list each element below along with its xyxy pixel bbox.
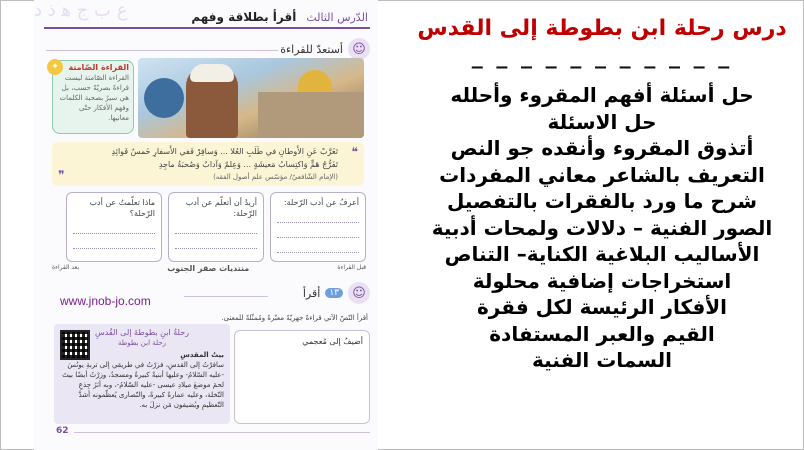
quote-open-icon: ❝ [351,145,358,159]
story-heading: بيتُ المقدسِ [180,351,224,359]
reader-icon: ☺ [348,282,370,304]
website-watermark: www.jnob-jo.com [60,294,151,308]
story-title: رحلةُ ابنِ بطوطةَ إلى القُدسِ [94,328,190,337]
topic-item: السمات الفنية [532,348,672,372]
glossary-title: أضيفُ إلى مُعجمي [302,337,363,346]
reading-instruction: أقرأ النّصّ الآتي قراءةً جهريّةً معبّرةً ومُمثّلةً للمعنى. [221,314,368,322]
topic-item: الأساليب البلاغية الكناية– التناص [444,242,760,266]
kwl-tabs [52,264,366,273]
page-number: 62 [56,426,69,436]
topic-item: الأفكار الرئيسة لكل فقرة [476,295,728,319]
qr-code-icon [60,330,90,360]
want-box-prompt: أريدُ أن أتعلّم عن أدب الرّحلة: [185,198,257,218]
reader-icon: ☺ [348,38,370,60]
topic-item: حل أسئلة أفهم المقروء وأحلله [450,83,754,107]
know-box [270,192,366,262]
topic-item: حل الاسئلة [547,109,657,134]
quote-close-icon: ❞ [58,168,65,182]
know-box-prompt: أعرفُ عن أدب الرّحلة: [283,198,359,207]
section-read-label: أقرأ [302,286,321,300]
illustration-ibn-battuta-jerusalem [138,58,364,138]
page-footer-line [74,432,370,433]
topic-item: استخراجات إضافية محلولة [472,268,732,293]
topic-item: أتذوق المقروء وأنقده جو النص [450,136,754,160]
note-title: القراءة الصّامتة [68,63,129,72]
lesson-label: الدّرس الثالث [306,10,368,24]
silent-reading-note [52,60,134,134]
topic-list [400,82,804,374]
textbook-page [34,0,378,450]
section-number: ١٣ [325,288,343,298]
content-summary [400,0,804,450]
section-divider [46,50,278,51]
header-divider [44,27,370,29]
page-header [191,6,378,28]
globe-icon [144,78,184,118]
section-prepare [280,38,370,60]
forum-label: منتديات صقر الجنوب [167,264,250,273]
section-prepare-label: أستعدّ للقراءة [280,42,343,56]
section-divider [184,296,268,297]
glossary-box [234,330,370,424]
topic-item: الصور الفنية – دلالات ولمحات أدبية [431,215,773,240]
story-source: رحلة ابن بطوطة [117,339,167,347]
city-wall [258,92,364,138]
page-header-title: أقرأ بطلاقة وفهم [191,10,297,24]
decorative-letters: ع ب ج ﻫ ذ د [34,0,128,21]
dome-of-the-rock [298,70,332,92]
lightbulb-icon: ✦ [47,59,63,75]
tab-after-reading: بعد القراءة [52,264,80,271]
lesson-title: درس رحلة ابن بطوطة إلى القدس [417,16,787,41]
story-text: سافرْتُ إلى القدسِ، فزرْتُ في طريقي إلى تربةِ يونُسَ -عليه السّلامُ- وعليها أبنيةٌ كبيرةٌ ومسجدٌ، وزرْتُ أيضًا بيتَ لحمَ موضعَ ميلادِ عيسى -عليه السّلامُ-، وبه أثرُ جِذعِ النّخلة، وعليه عمارةٌ كبيرةٌ، والنّصارى يُعظّمونه أشدَّ التّعظيمِ ويُضيفون مَن نزلَ به. [62,361,224,409]
topic-item: القيم والعبر المستفادة [489,321,715,346]
poem-line-2: تَفَرُّجُ هَمٍّ وَاكتِسابُ مَعيشَةٍ ... وَعِلمٌ وَآدابٌ وَصُحبَةُ ماجِدِ [158,160,338,169]
poem-line-1: تَغَرَّبْ عَنِ الأَوطانِ في طَلَبِ العُلا ... وَسافِرْ فَفي الأَسفارِ خَمسُ فَوائِدِ [111,147,338,156]
poem-source: (الإمام الشّافعيّ/ مؤسّس علم أصول الفقه) [213,173,338,181]
note-text: القراءة الصّامتة ليست قراءةً بصريّةً حسب، بل هي سيرٌ بصحبة الكلمات وفهم الأفكار حتّى معانيها. [59,74,129,122]
poem-quote [52,142,364,186]
title-underline: _ _ _ _ _ _ _ _ _ _ _ [471,44,733,69]
topic-item: التعريف بالشاعر معاني المفردات [439,162,765,187]
want-box [168,192,264,262]
turban-shape [190,64,234,82]
tab-before-reading: قبل القراءة [337,264,366,271]
section-read [303,282,370,304]
learned-box [66,192,162,262]
topic-item: شرح ما ورد بالفقرات بالتفصيل [447,189,757,213]
learned-box-prompt: ماذا تعلّمتُ عن أدب الرّحلة؟ [89,198,155,218]
